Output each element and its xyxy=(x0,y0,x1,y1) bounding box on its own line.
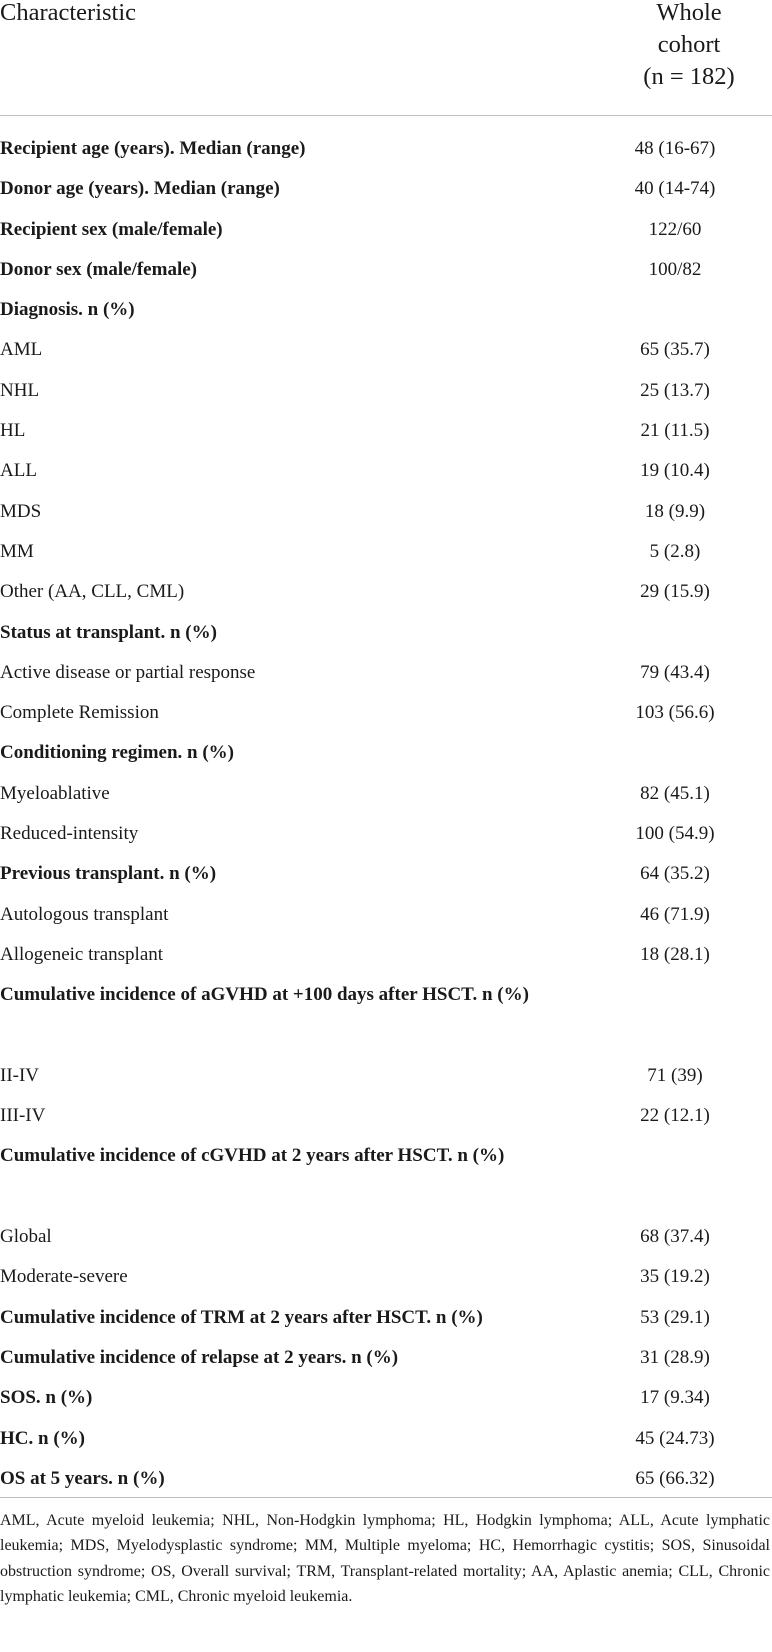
row-label: Cumulative incidence of aGVHD at +100 days after HSCT. n (%) xyxy=(0,984,529,1006)
table-row xyxy=(0,1419,772,1459)
table-row xyxy=(0,1378,772,1418)
row-value: 21 (11.5) xyxy=(640,420,710,442)
row-label: Status at transplant. n (%) xyxy=(0,621,217,643)
row-value: 100/82 xyxy=(648,258,702,280)
row-value: 22 (12.1) xyxy=(640,1105,710,1127)
row-label: II-IV xyxy=(0,1064,40,1086)
table-row xyxy=(0,492,772,532)
row-value: 31 (28.9) xyxy=(640,1346,710,1368)
row-value: 46 (71.9) xyxy=(640,903,710,925)
header-characteristic: Characteristic xyxy=(0,0,137,26)
row-label: Other (AA, CLL, CML) xyxy=(0,581,185,603)
row-label: AML xyxy=(0,339,43,361)
row-label: MDS xyxy=(0,500,42,522)
row-label: Allogeneic transplant xyxy=(0,943,164,965)
table-footnote: AML, Acute myeloid leukemia; NHL, Non-Hodgkin lymphoma; HL, Hodgkin lymphoma; ALL, Acute lymphatic leukemia; MDS, Myelodysplastic syndrome; MM, Multiple myeloma; HC, Hemorrhagic cystitis; SOS, Sinusoidal obstruction syndrome; OS, Overall survival; TRM, Transplant-related mortality; AA, Aplastic anemia; CLL, Chronic lymphatic leukemia; CML, Chronic myeloid leukemia. xyxy=(0,1497,772,1609)
row-label: ALL xyxy=(0,460,37,482)
row-value: 19 (10.4) xyxy=(640,460,710,482)
row-label: Diagnosis. n (%) xyxy=(0,299,135,321)
header-cohort-line1: Whole xyxy=(656,0,722,26)
row-label: Complete Remission xyxy=(0,702,159,724)
table-row xyxy=(0,975,772,1056)
row-label: Active disease or partial response xyxy=(0,661,256,683)
header-whole-cohort xyxy=(614,0,764,93)
row-label: Conditioning regimen. n (%) xyxy=(0,742,235,764)
row-label: Myeloablative xyxy=(0,782,110,804)
table-row xyxy=(0,693,772,733)
row-value: 29 (15.9) xyxy=(640,581,710,603)
table-row xyxy=(0,733,772,773)
table-row xyxy=(0,854,772,894)
row-value: 53 (29.1) xyxy=(640,1306,710,1328)
row-label: Donor sex (male/female) xyxy=(0,258,197,280)
header-cohort-line3: (n = 182) xyxy=(643,63,735,90)
table-row xyxy=(0,1298,772,1338)
row-value: 64 (35.2) xyxy=(640,863,710,885)
row-value: 65 (66.32) xyxy=(635,1467,715,1489)
row-value: 103 (56.6) xyxy=(635,702,715,724)
row-label: Previous transplant. n (%) xyxy=(0,863,217,885)
row-value: 79 (43.4) xyxy=(640,661,710,683)
table-row xyxy=(0,653,772,693)
row-label: Recipient age (years). Median (range) xyxy=(0,138,306,159)
row-value: 100 (54.9) xyxy=(635,823,715,845)
table-row xyxy=(0,411,772,451)
characteristics-table xyxy=(0,0,772,116)
table-row xyxy=(0,1136,772,1217)
row-label: Cumulative incidence of relapse at 2 years. n (%) xyxy=(0,1346,399,1368)
table-row xyxy=(0,290,772,330)
row-label: OS at 5 years. n (%) xyxy=(0,1467,165,1489)
row-label: Moderate-severe xyxy=(0,1266,128,1288)
row-label: SOS. n (%) xyxy=(0,1387,93,1409)
table-row xyxy=(0,1338,772,1378)
table-row xyxy=(0,451,772,491)
header-cohort-line2: cohort xyxy=(657,31,721,58)
table-row xyxy=(0,572,772,612)
table-row xyxy=(0,169,772,209)
row-value: 65 (35.7) xyxy=(640,339,710,361)
row-value: 40 (14-74) xyxy=(634,178,716,200)
table-row xyxy=(0,1096,772,1136)
table-row xyxy=(0,613,772,653)
table-row xyxy=(0,1217,772,1257)
table-row xyxy=(0,250,772,290)
row-value: 122/60 xyxy=(648,218,702,240)
row-label: Reduced-intensity xyxy=(0,823,139,845)
row-value: 45 (24.73) xyxy=(635,1427,715,1449)
table-row xyxy=(0,814,772,854)
row-label: Cumulative incidence of cGVHD at 2 years after HSCT. n (%) xyxy=(0,1145,505,1167)
table-row xyxy=(0,210,772,250)
row-value: 18 (28.1) xyxy=(640,943,710,965)
row-value: 82 (45.1) xyxy=(640,782,710,804)
table-row xyxy=(0,371,772,411)
table-body xyxy=(0,129,772,1499)
row-value: 25 (13.7) xyxy=(640,379,710,401)
table-row xyxy=(0,1459,772,1499)
row-label: HC. n (%) xyxy=(0,1427,85,1449)
row-value: 35 (19.2) xyxy=(640,1266,710,1288)
row-label: Autologous transplant xyxy=(0,903,169,925)
row-label: Recipient sex (male/female) xyxy=(0,218,223,240)
row-label: NHL xyxy=(0,379,40,401)
row-label: Cumulative incidence of TRM at 2 years after HSCT. n (%) xyxy=(0,1306,483,1328)
row-value: 71 (39) xyxy=(647,1064,703,1086)
row-label: Donor age (years). Median (range) xyxy=(0,178,280,200)
row-label: Global xyxy=(0,1226,52,1248)
table-row xyxy=(0,774,772,814)
row-value: 48 (16-67) xyxy=(634,138,716,159)
table-row xyxy=(0,129,772,169)
row-value: 68 (37.4) xyxy=(640,1226,710,1248)
table-row xyxy=(0,935,772,975)
row-label: III-IV xyxy=(0,1105,46,1127)
table-header xyxy=(0,0,772,116)
table-row xyxy=(0,1056,772,1096)
row-value: 17 (9.34) xyxy=(640,1387,710,1409)
table-row xyxy=(0,330,772,370)
row-value: 18 (9.9) xyxy=(644,500,706,522)
row-label: MM xyxy=(0,540,34,562)
row-label: HL xyxy=(0,420,26,442)
table-row xyxy=(0,895,772,935)
table-row xyxy=(0,532,772,572)
table-row xyxy=(0,1257,772,1297)
row-value: 5 (2.8) xyxy=(649,540,701,562)
